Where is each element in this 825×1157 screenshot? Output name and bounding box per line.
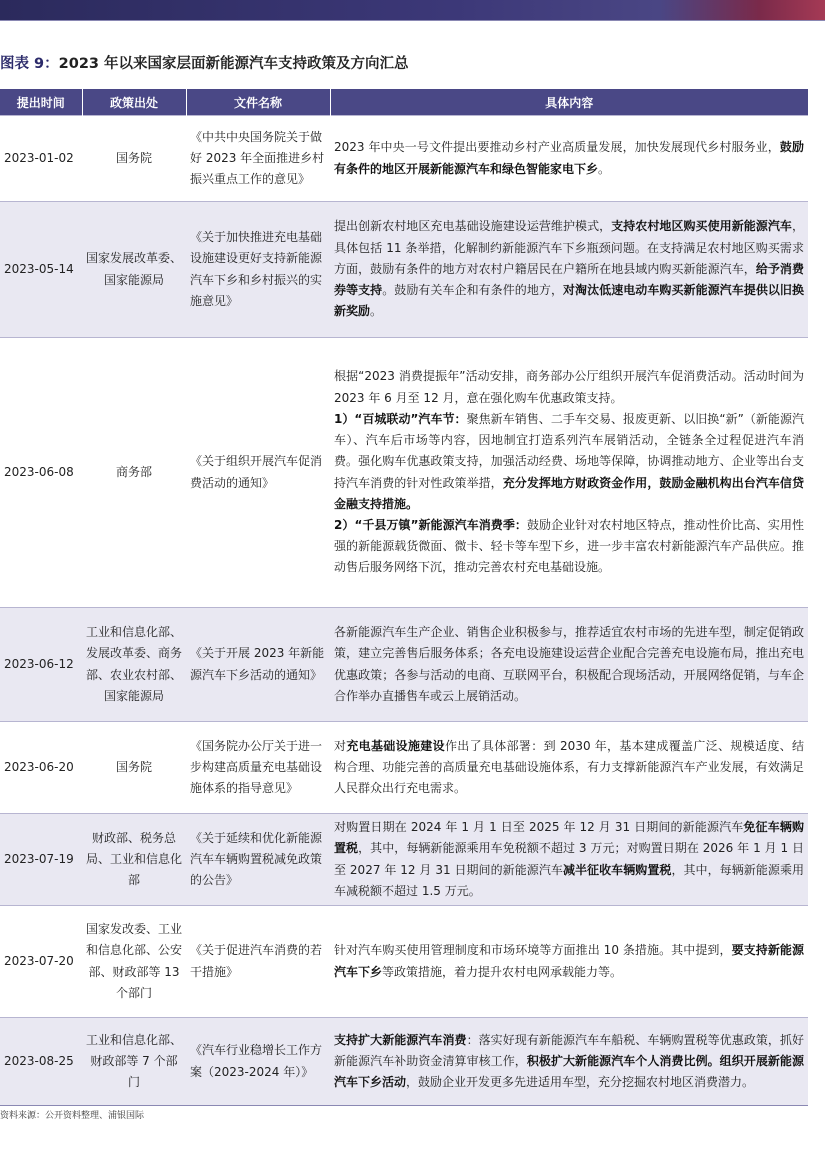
figure-title-text: 2023 年以来国家层面新能源汽车支持政策及方向汇总 — [58, 56, 409, 72]
content-cell — [330, 814, 808, 906]
source-cell: 国务院 — [82, 116, 186, 202]
table-row — [0, 116, 808, 202]
content-text: 聚焦新车销售、二手车交易、报废更新、以旧换“新”（新能源汽车）、汽车后市场等内容，因地制宜打造系列汽车展销活动，全链条全过程促进汽车消费。强化购车优惠政策支持，加强活动经费、场地等保障，协调推动地方、企业等出台支持汽车消费的针对性政策举措， — [334, 411, 805, 490]
date-cell: 2023-06-08 — [0, 338, 82, 608]
table-row — [0, 814, 808, 906]
source-cell: 工业和信息化部、发展改革委、商务部、农业农村部、国家能源局 — [82, 608, 186, 722]
content-emphasis: 对淘汰低速电动车购买新能源汽车提供以旧换新奖励 — [334, 283, 804, 319]
header-doc: 文件名称 — [186, 89, 330, 116]
doc-name-cell: 《中共中央国务院关于做好 2023 年全面推进乡村振兴重点工作的意见》 — [186, 116, 330, 202]
content-text: ，鼓励企业开发更多先进适用车型，充分挖掘农村地区消费潜力。 — [406, 1075, 755, 1090]
content-text: 2023 年中央一号文件提出要推动乡村产业高质量发展，加快发展现代乡村服务业， — [334, 140, 780, 155]
content-paragraph — [334, 622, 804, 707]
table-row — [0, 722, 808, 814]
content-text: ，其中，每辆新能源乘用车减税额不超过 1.5 万元。 — [334, 862, 804, 898]
content-text: 根据“2023 消费提振年”活动安排，商务部办公厅组织开展汽车促消费活动。活动时间为 2023 年 6 月至 12 月，意在强化购车优惠政策支持。 — [334, 369, 804, 405]
content-paragraph — [334, 366, 804, 408]
content-cell — [330, 1018, 808, 1106]
source-cell: 财政部、税务总局、工业和信息化部 — [82, 814, 186, 906]
policy-table — [0, 89, 808, 1106]
header-banner — [0, 0, 825, 20]
content-paragraph — [334, 940, 804, 982]
content-cell — [330, 608, 808, 722]
date-cell: 2023-05-14 — [0, 202, 82, 338]
content-cell — [330, 906, 808, 1018]
table-row — [0, 1018, 808, 1106]
content-emphasis: 积极扩大新能源汽车个人消费比例。组织开展新能源汽车下乡活动 — [334, 1053, 804, 1090]
content-cell — [330, 202, 808, 338]
content-paragraph — [334, 137, 804, 179]
header-content: 具体内容 — [330, 89, 808, 116]
content-text: ，具体包括 11 条举措，化解制约新能源汽车下乡瓶颈问题。在支持满足农村地区购买需求方面，鼓励有条件的地方对农村户籍居民在户籍所在地县域内购买新能源汽车， — [334, 219, 804, 276]
table-row — [0, 906, 808, 1018]
content-emphasis: 要支持新能源汽车下乡 — [334, 943, 804, 979]
content-text: 鼓励企业针对农村地区特点，推动性价比高、实用性强的新能源载货微面、微卡、轻卡等车型下乡，进一步丰富农村新能源汽车产品供应。推动售后服务网络下沉，推动完善农村充电基础设施。 — [334, 517, 804, 575]
content-emphasis: 2）“千县万镇”新能源汽车消费季： — [334, 517, 527, 532]
table-body — [0, 116, 808, 1106]
doc-name-cell: 《关于开展 2023 年新能源汽车下乡活动的通知》 — [186, 608, 330, 722]
content-cell — [330, 338, 808, 608]
content-text: 对 — [334, 738, 347, 753]
content-cell — [330, 116, 808, 202]
date-cell: 2023-06-12 — [0, 608, 82, 722]
content-text: ：落实好现有新能源汽车车船税、车辆购置税等优惠政策，抓好新能源汽车补助资金清算审核工作， — [334, 1032, 804, 1068]
table-row — [0, 202, 808, 338]
content-emphasis: 减半征收车辆购置税 — [562, 862, 672, 877]
figure-label: 图表 9： — [0, 56, 59, 72]
content-emphasis: 给予消费券等支持 — [334, 261, 804, 298]
content-emphasis: 充分发挥地方财政资金作用，鼓励金融机构出台汽车信贷金融支持措施。 — [334, 475, 804, 511]
source-cell: 国家发展改革委、国家能源局 — [82, 202, 186, 338]
content-emphasis: 免征车辆购置税 — [334, 820, 804, 856]
source-note: 资料来源：公开资料整理、浦银国际 — [0, 1111, 145, 1121]
content-cell — [330, 722, 808, 814]
content-paragraph — [334, 409, 804, 515]
doc-name-cell: 《关于促进汽车消费的若干措施》 — [186, 906, 330, 1018]
figure-title — [0, 52, 825, 73]
content-text: 。 — [370, 304, 383, 319]
content-text: 作出了具体部署：到 2030 年，基本建成覆盖广泛、规模适度、结构合理、功能完善的高质量充电基础设施体系，有力支撑新能源汽车产业发展，有效满足人民群众出行充电需求。 — [334, 738, 804, 796]
header-divider — [0, 20, 825, 21]
content-emphasis: 充电基础设施建设 — [346, 738, 445, 753]
doc-name-cell: 《汽车行业稳增长工作方案（2023-2024 年）》 — [186, 1018, 330, 1106]
content-text: 。鼓励有关车企和有条件的地方， — [382, 283, 563, 298]
content-text: 各新能源汽车生产企业、销售企业积极参与，推荐适宜农村市场的先进车型，制定促销政策，建立完善售后服务体系；各充电设施建设运营企业配合完善充电设施布局，推出充电优惠政策；各参与活动的电商、互联网平台，积极配合现场活动，开展网络促销，与车企合作举办直播售车或云上展销活动。 — [334, 625, 804, 703]
table-row — [0, 338, 808, 608]
doc-name-cell: 《关于加快推进充电基础设施建设更好支持新能源汽车下乡和乡村振兴的实施意见》 — [186, 202, 330, 338]
content-paragraph — [334, 736, 804, 800]
content-text: 针对汽车购买使用管理制度和市场环境等方面推出 10 条措施。其中提到， — [334, 943, 732, 958]
header-source: 政策出处 — [82, 89, 186, 116]
source-cell: 工业和信息化部、财政部等 7 个部门 — [82, 1018, 186, 1106]
content-emphasis: 1）“百城联动”汽车节： — [334, 411, 467, 426]
date-cell: 2023-07-19 — [0, 814, 82, 906]
source-cell: 国务院 — [82, 722, 186, 814]
date-cell: 2023-06-20 — [0, 722, 82, 814]
source-cell: 国家发改委、工业和信息化部、公安部、财政部等 13 个部门 — [82, 906, 186, 1018]
content-emphasis: 鼓励有条件的地区开展新能源汽车和绿色智能家电下乡 — [334, 140, 804, 176]
content-text: 等政策措施，着力提升农村电网承载能力等。 — [382, 964, 623, 979]
date-cell: 2023-08-25 — [0, 1018, 82, 1106]
content-text: 。 — [598, 161, 611, 176]
source-cell: 商务部 — [82, 338, 186, 608]
content-paragraph — [334, 1030, 804, 1094]
content-text: 提出创新农村地区充电基础设施建设运营维护模式， — [334, 219, 612, 234]
content-text: 对购置日期在 2024 年 1 月 1 日至 2025 年 12 月 31 日期间的新能源汽车 — [334, 820, 744, 835]
content-text: ，其中，每辆新能源乘用车免税额不超过 3 万元；对购置日期在 2026 年 1 月 1 日至 2027 年 12 月 31 日期间的新能源汽车 — [334, 841, 804, 877]
doc-name-cell: 《关于组织开展汽车促消费活动的通知》 — [186, 338, 330, 608]
content-paragraph — [334, 216, 804, 322]
table-header-row — [0, 89, 808, 116]
doc-name-cell: 《国务院办公厅关于进一步构建高质量充电基础设施体系的指导意见》 — [186, 722, 330, 814]
table-row — [0, 608, 808, 722]
content-paragraph — [334, 515, 804, 579]
content-emphasis: 支持农村地区购买使用新能源汽车 — [611, 219, 792, 234]
header-date: 提出时间 — [0, 89, 82, 116]
content-emphasis: 支持扩大新能源汽车消费 — [334, 1032, 467, 1047]
doc-name-cell: 《关于延续和优化新能源汽车车辆购置税减免政策的公告》 — [186, 814, 330, 906]
content-paragraph — [334, 817, 804, 902]
date-cell: 2023-07-20 — [0, 906, 82, 1018]
date-cell: 2023-01-02 — [0, 116, 82, 202]
